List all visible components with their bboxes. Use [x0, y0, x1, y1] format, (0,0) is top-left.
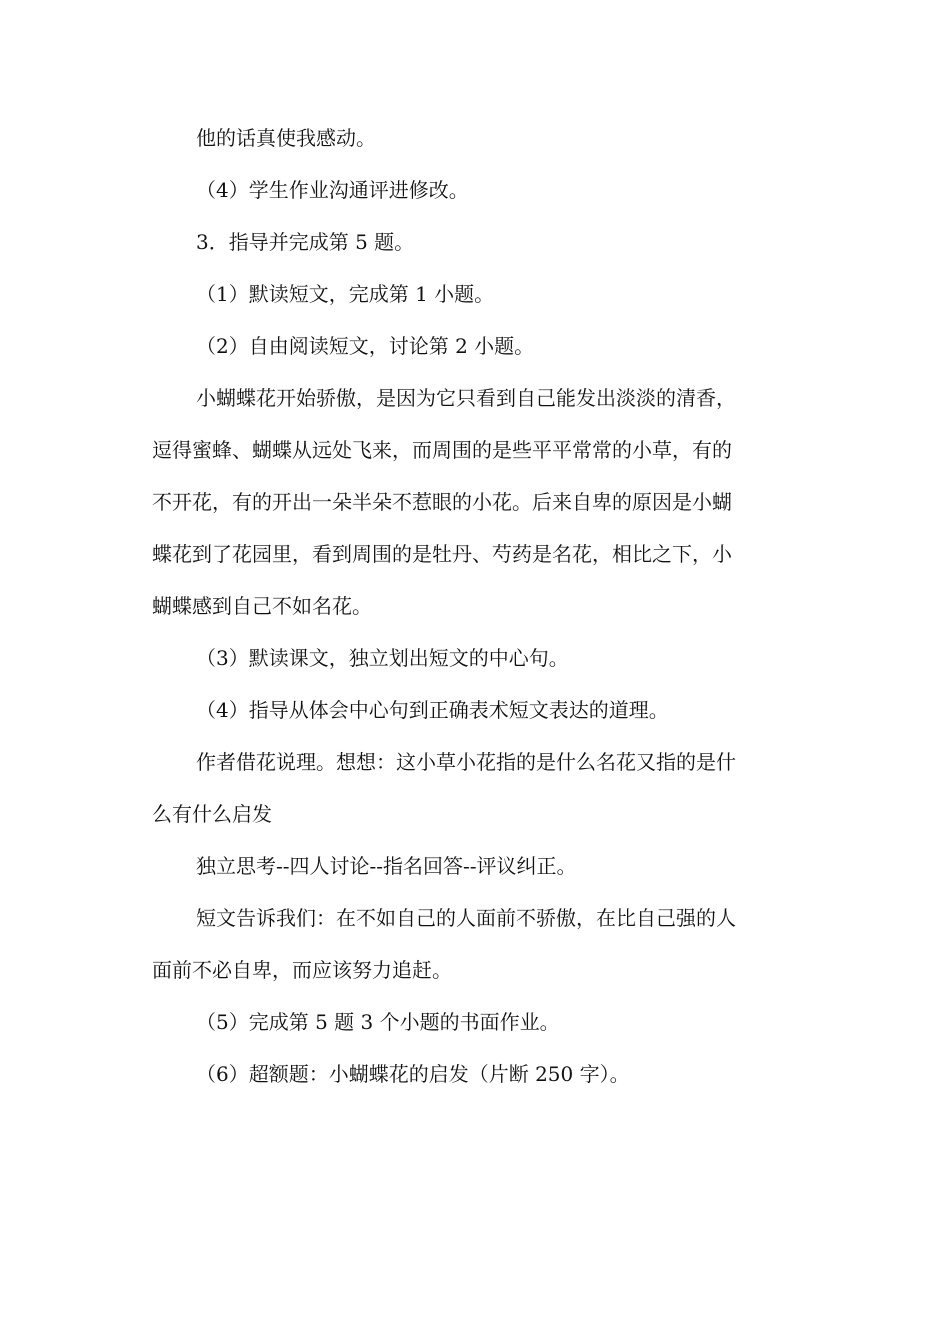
paragraph-2: （4）学生作业沟通评进修改。 — [196, 178, 469, 202]
paragraph-8: （4）指导从体会中心句到正确表术短文表达的道理。 — [196, 698, 669, 722]
paragraph-11-line-1: 短文告诉我们：在不如自己的人面前不骄傲，在比自己强的人 — [196, 906, 736, 930]
paragraph-12: （5）完成第 5 题 3 个小题的书面作业。 — [196, 1010, 560, 1034]
paragraph-9-line-2: 么有什么启发 — [152, 802, 272, 826]
paragraph-6-line-3: 不开花，有的开出一朵半朵不惹眼的小花。后来自卑的原因是小蝴 — [152, 490, 732, 514]
paragraph-11-line-2: 面前不必自卑，而应该努力追赶。 — [152, 958, 452, 982]
paragraph-3: 3．指导并完成第 5 题。 — [196, 230, 415, 254]
paragraph-6-line-2: 逗得蜜蜂、蝴蝶从远处飞来，而周围的是些平平常常的小草，有的 — [152, 438, 732, 462]
paragraph-10: 独立思考--四人讨论--指名回答--评议纠正。 — [196, 854, 577, 878]
paragraph-9 — [152, 736, 800, 840]
paragraph-11 — [152, 892, 800, 996]
paragraph-13: （6）超额题：小蝴蝶花的启发（片断 250 字）。 — [196, 1062, 630, 1086]
paragraph-6-line-4: 蝶花到了花园里，看到周围的是牡丹、芍药是名花，相比之下，小 — [152, 542, 732, 566]
paragraph-9-line-1: 作者借花说理。想想：这小草小花指的是什么名花又指的是什 — [196, 750, 736, 774]
paragraph-6 — [152, 372, 800, 632]
paragraph-7: （3）默读课文，独立划出短文的中心句。 — [196, 646, 569, 670]
paragraph-5: （2）自由阅读短文，讨论第 2 小题。 — [196, 334, 535, 358]
paragraph-4: （1）默读短文，完成第 1 小题。 — [196, 282, 495, 306]
paragraph-1: 他的话真使我感动。 — [196, 126, 376, 150]
paragraph-6-line-5: 蝴蝶感到自己不如名花。 — [152, 594, 372, 618]
document-body — [152, 112, 800, 1100]
paragraph-6-line-1: 小蝴蝶花开始骄傲，是因为它只看到自己能发出淡淡的清香， — [196, 386, 736, 410]
